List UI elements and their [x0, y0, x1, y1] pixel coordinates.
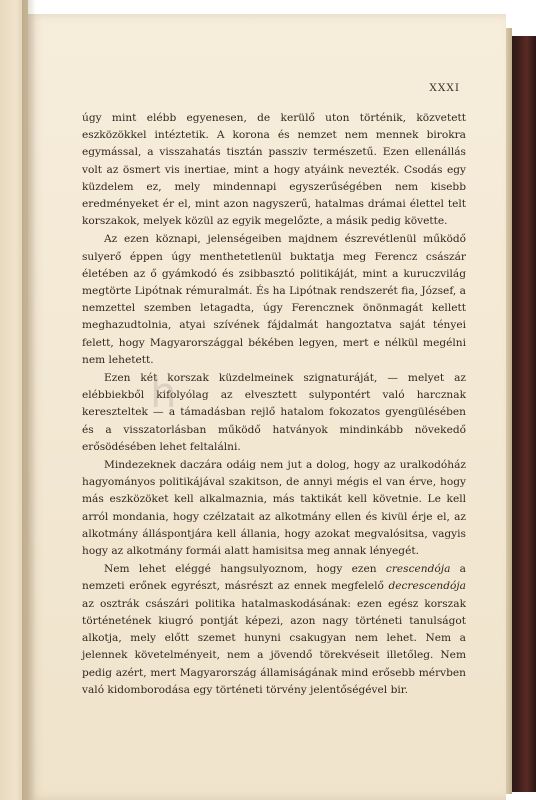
page-number: XXXI [429, 82, 460, 94]
text-run: az osztrák császári politika hatalmaskodásának: ezen egész korszak történetének kiugró pontját képezi, azon nagy történeti tanulságot alkotja, mely előtt szemet hunyni csakugyan nem lehet. Nem a jelennek követelményeit, nem a jövendő törekvéseit illetőleg. Nem pedig azért, mert Magyarország államiságának mind erősebb mérvben való kidomborodása egy történeti törvény jelentőségével bir. [82, 597, 466, 696]
italic-term: decrescendója [388, 580, 466, 593]
paragraph: Ezen két korszak küzdelmeinek szignaturáját, — melyet az elébbiekből kifolyólag az elvesztett sulypontért való harcznak kereszteltek — a támadásban rejlő hatalom fokozatos gyengülésében és a visszatorlásban működő hatványok mindinkább növekedő erősödésében lehet feltalálni. [82, 372, 466, 453]
watermark: h [150, 368, 179, 417]
paragraph [82, 561, 466, 699]
page-body [82, 110, 466, 699]
text-run: a nemzeti erőnek egyrészt, másrészt az ennek megfelelő [82, 563, 467, 593]
paragraph: Mindezeknek daczára odáig nem jut a dolog, hogy az uralkodóház hagyományos politikájával szakitson, de annyi mégis el van érve, hogy más eszközöket kell alkalmaznia, más taktikát kell követnie. Le kell arról mondania, hogy czélzatait az alkotmány ellen és kivül érje el, az alkotmány álláspontjára kell állania, hogy azokat megvalósitsa, vagyis hogy az alkotmány formái alatt hamisitsa meg annak lényegét. [82, 459, 466, 558]
paragraph: Az ezen köznapi, jelenségeiben majdnem észrevétlenül működő sulyerő éppen úgy menthetetlenül buktatja meg Ferencz császár életében az ő gyámkodó és zsibbasztó politikáját, mint a kuruczvilág megtörte Lipótnak rémuralmát. És ha Lipótnak rendszerét fia, József, a nemzettel szemben letagadta, úgy Ferencznek önönmagát kellett meghazudtolnia, atyai szívének fájdalmát hangoztatva saját tényei felett, hogy Magyarországgal békében legyen, mert e nélkül megélni nem lehetett. [82, 233, 466, 366]
italic-term: crescendója [385, 563, 451, 576]
paragraph: úgy mint elébb egyenesen, de kerülő uton történik, közvetett eszközökkel intéztetik. A korona és nemzet nem mennek birokra egymással, a visszahatás tisztán passziv természetű. Ezen ellenállás volt az ösmert vis inertiae, mint a hogy atyáink nevezték. Csodás egy küzdelem ez, mely mindennapi egyszerűségében nem kisebb eredményeket ér el, mint azon nagyszerű, hatalmas drámai élettel telt korszakok, melyek közül az egyik megelőzte, a másik pedig követte. [82, 112, 466, 228]
page-gutter-shadow [22, 0, 36, 800]
text-run: Nem lehet eléggé hangsulyoznom, hogy ezen [104, 563, 386, 576]
